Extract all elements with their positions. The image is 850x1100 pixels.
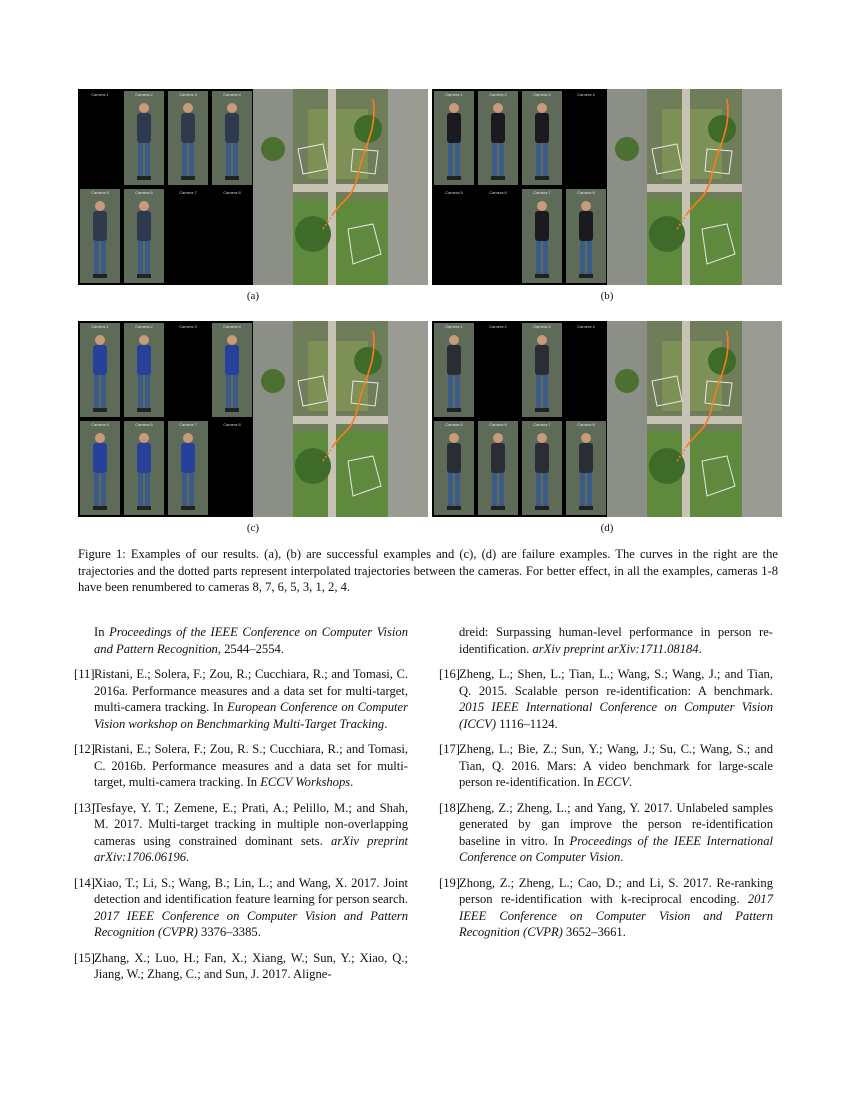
camera-crops-grid <box>78 321 253 517</box>
person-figure <box>221 101 243 181</box>
camera-label: Camera 7 <box>533 190 551 195</box>
camera-label: Camera 3 <box>179 324 197 329</box>
camera-label: Camera 5 <box>445 422 463 427</box>
camera-crop <box>168 421 208 515</box>
reference-10-continuation: In Proceedings of the IEEE Conference on Computer Vision and Pattern Recognition, 2544–2554. <box>94 625 409 656</box>
reference-15-continuation: dreid: Surpassing human-level performance in person re-identification. arXiv preprint arXiv:1711.08184. <box>459 625 773 656</box>
person-figure <box>443 431 465 511</box>
camera-crop <box>566 421 606 515</box>
camera-crop <box>124 323 164 417</box>
reference-19: [19] Zhong, Z.; Zheng, L.; Cao, D.; and Li, S. 2017. Re-ranking person re-identification with k-reciprocal encoding. 2017 IEEE Conference on Computer Vision and Pattern Recognition (CVPR) 3652–3661. <box>439 875 773 939</box>
person-figure <box>487 431 509 511</box>
camera-label: Camera 7 <box>179 190 197 195</box>
camera-crop <box>124 421 164 515</box>
camera-label: Camera 8 <box>223 190 241 195</box>
camera-label: Camera 5 <box>91 190 109 195</box>
reference-17: [17] Zheng, L.; Bie, Z.; Sun, Y.; Wang, J.; Su, C.; Wang, S.; and Tian, Q. 2016. Mars: A video benchmark for large-scale person re-identification. In ECCV. <box>439 742 773 789</box>
reference-15: [15] Zhang, X.; Luo, H.; Fan, X.; Xiang, W.; Sun, Y.; Xiao, Q.; Jiang, W.; Zhang, C.; and Sun, J. 2017. Aligne- <box>74 950 408 981</box>
camera-crop <box>478 421 518 515</box>
person-figure <box>443 333 465 413</box>
camera-label: Camera 2 <box>489 324 507 329</box>
camera-crop <box>434 91 474 185</box>
person-figure <box>575 199 597 279</box>
person-figure <box>89 333 111 413</box>
camera-label: Camera 6 <box>135 190 153 195</box>
camera-label: Camera 1 <box>445 92 463 97</box>
camera-crop <box>434 323 474 417</box>
camera-label: Camera 6 <box>489 190 507 195</box>
person-figure <box>177 431 199 511</box>
person-figure <box>133 101 155 181</box>
figure-panel-b <box>432 89 782 285</box>
camera-label: Camera 7 <box>533 422 551 427</box>
camera-label: Camera 2 <box>135 92 153 97</box>
person-figure <box>531 101 553 181</box>
camera-crop <box>80 323 120 417</box>
camera-label: Camera 1 <box>91 324 109 329</box>
camera-label: Camera 6 <box>135 422 153 427</box>
camera-crop <box>478 91 518 185</box>
person-figure <box>133 333 155 413</box>
camera-label: Camera 7 <box>179 422 197 427</box>
subfigure-label-b: (b) <box>600 290 614 302</box>
camera-label: Camera 8 <box>577 422 595 427</box>
aerial-map-trajectory <box>253 89 428 285</box>
references-left-column <box>74 624 409 992</box>
camera-crop <box>522 189 562 283</box>
camera-crop <box>168 91 208 185</box>
subfigure-label-d: (d) <box>600 522 614 534</box>
camera-crop <box>124 189 164 283</box>
camera-crop <box>80 189 120 283</box>
camera-label: Camera 2 <box>135 324 153 329</box>
camera-crops-grid <box>78 89 253 285</box>
subfigure-label-a: (a) <box>246 290 260 302</box>
camera-crop <box>80 421 120 515</box>
camera-label: Camera 8 <box>577 190 595 195</box>
aerial-map-trajectory <box>607 89 782 285</box>
figure-panel-c <box>78 321 428 517</box>
figure-caption: Figure 1: Examples of our results. (a), (b) are successful examples and (c), (d) are failure examples. The curves in the right are the trajectories and the dotted parts represent interpolated trajectories between the cameras. For better effect, in all the examples, cameras 1-8 have been renumbered to cameras 8, 7, 6, 5, 3, 1, 2, 4. <box>78 547 778 595</box>
reference-13: [13] Tesfaye, Y. T.; Zemene, E.; Prati, A.; Pelillo, M.; and Shah, M. 2017. Multi-target tracking in multiple non-overlapping cameras using constrained dominant sets. arXiv preprint arXiv:1706.06196. <box>74 800 408 864</box>
reference-14: [14] Xiao, T.; Li, S.; Wang, B.; Lin, L.; and Wang, X. 2017. Joint detection and identification feature learning for person search. 2017 IEEE Conference on Computer Vision and Pattern Recognition (CVPR) 3376–3385. <box>74 875 408 939</box>
person-figure <box>443 101 465 181</box>
camera-crop <box>522 91 562 185</box>
person-figure <box>575 431 597 511</box>
aerial-map-trajectory <box>607 321 782 517</box>
person-figure <box>177 101 199 181</box>
camera-crops-grid <box>432 321 607 517</box>
reference-12: [12] Ristani, E.; Solera, F.; Zou, R. S.; Cucchiara, R.; and Tomasi, C. 2016b. Performance measures and a data set for multi-target, multi-camera tracking. In ECCV Workshops. <box>74 742 408 789</box>
person-figure <box>133 199 155 279</box>
camera-label: Camera 3 <box>533 92 551 97</box>
camera-label: Camera 5 <box>445 190 463 195</box>
person-figure <box>221 333 243 413</box>
camera-label: Camera 6 <box>489 422 507 427</box>
figure-panel-a <box>78 89 428 285</box>
camera-crops-grid <box>432 89 607 285</box>
camera-label: Camera 4 <box>223 92 241 97</box>
person-figure <box>133 431 155 511</box>
camera-label: Camera 3 <box>533 324 551 329</box>
reference-11: [11] Ristani, E.; Solera, F.; Zou, R.; Cucchiara, R.; and Tomasi, C. 2016a. Performance measures and a data set for multi-target, multi-camera tracking. In European Conference on Computer Vision workshop on Benchmarking Multi-Target Tracking. <box>74 667 408 731</box>
camera-crop <box>522 323 562 417</box>
reference-16: [16] Zheng, L.; Shen, L.; Tian, L.; Wang, S.; Wang, J.; and Tian, Q. 2015. Scalable person re-identification: A benchmark. 2015 IEEE International Conference on Computer Vision (ICCV) 1116–1124. <box>439 667 773 731</box>
camera-label: Camera 1 <box>91 92 109 97</box>
camera-crop <box>212 91 252 185</box>
reference-18: [18] Zheng, Z.; Zheng, L.; and Yang, Y. 2017. Unlabeled samples generated by gan improve the person re-identification baseline in vitro. In Proceedings of the IEEE International Conference on Computer Vision. <box>439 800 773 864</box>
camera-label: Camera 2 <box>489 92 507 97</box>
person-figure <box>89 431 111 511</box>
camera-crop <box>212 323 252 417</box>
camera-label: Camera 3 <box>179 92 197 97</box>
camera-crop <box>124 91 164 185</box>
camera-crop <box>434 421 474 515</box>
camera-label: Camera 8 <box>223 422 241 427</box>
references-right-column <box>439 624 773 950</box>
person-figure <box>531 431 553 511</box>
camera-crop <box>522 421 562 515</box>
figure-panel-d <box>432 321 782 517</box>
camera-label: Camera 4 <box>577 324 595 329</box>
camera-label: Camera 4 <box>223 324 241 329</box>
camera-label: Camera 4 <box>577 92 595 97</box>
person-figure <box>531 333 553 413</box>
subfigure-label-c: (c) <box>246 522 260 534</box>
person-figure <box>89 199 111 279</box>
person-figure <box>531 199 553 279</box>
camera-label: Camera 5 <box>91 422 109 427</box>
aerial-map-trajectory <box>253 321 428 517</box>
camera-crop <box>566 189 606 283</box>
camera-label: Camera 1 <box>445 324 463 329</box>
person-figure <box>487 101 509 181</box>
